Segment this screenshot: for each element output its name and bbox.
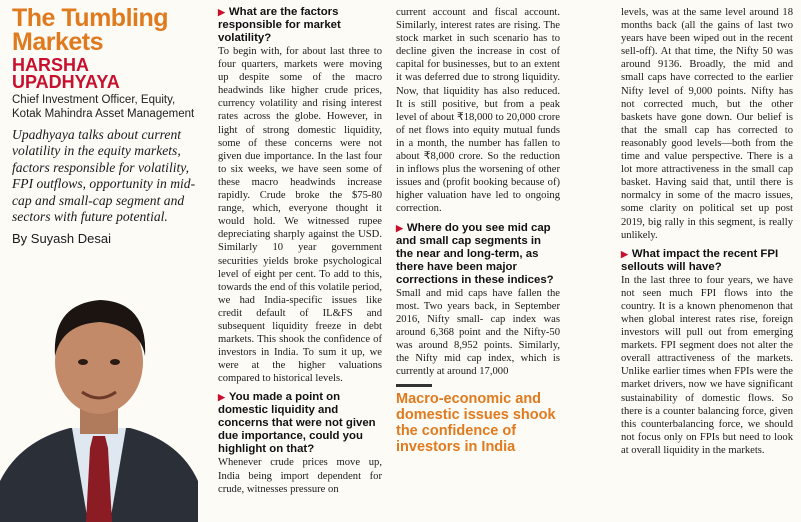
question: ▶ What are the factors responsible for market volatility?: [218, 6, 341, 44]
byline: By Suyash Desai: [12, 231, 111, 247]
qa-block: [621, 248, 793, 457]
question: ▶ You made a point on domestic liquidity and concerns that were not given due importance, could you highlight on that?: [218, 391, 376, 456]
headline: The Tumbling Markets: [12, 4, 169, 56]
arrow-icon: ▶: [396, 222, 403, 233]
qa-block: [396, 222, 560, 379]
answer: Small and mid caps have fallen the most. Two years back, in September 2016, Nifty small- cap index was around 6,368 point and the Nifty-50 was around 8,952 points. Similarly, the Nifty mid cap index, which is currently at around 17,000: [396, 287, 560, 378]
qa-column-3: [621, 6, 793, 457]
arrow-icon: ▶: [621, 248, 628, 259]
arrow-icon: ▶: [218, 392, 225, 403]
qa-column-2: [396, 6, 560, 455]
qa-column-1: [218, 6, 382, 496]
pull-quote-rule: [396, 384, 432, 387]
qa-block: [218, 391, 382, 495]
pull-quote: Macro-economic and domestic issues shook the confidence of investors in India: [396, 391, 556, 456]
answer: To begin with, for about last three to four quarters, markets were moving up despite some of the macro headwinds like higher crude prices, currency volatility and rising interest rates across the globe. However, in light of strong domestic liquidity, some of these concerns were not given due importance. In the last four to six weeks, we have seen some of these macro headwinds increase rapidly. Crude broke the $75-80 range, which, everyone thought it would hold. We witnessed rupee depreciating sharply against the USD. Similarly 10 year government securities yields broke psychological level of eight per cent. To add to this, towards the end of this volatile period, we had India-specific issues like credit default of IL&FS and subsequent liquidity freeze in debt markets. This shook the confidence of investors in India. To sum it up, we were at the higher valuations compared to historical levels.: [218, 46, 382, 385]
answer-continued: levels, was at the same level around 18 months back (all the gains of last two years have been wiped out in the recent sell-off). At that time, the Nifty 50 was around 9136. Broadly, the mid and small caps have corrected to the earlier Nifty level of 9,000 points. Nifty has not corrected much, but the other baskets have gone down. Our belief is that the small cap has corrected to reasonably good levels—both from the time and value perspective. There is a lot more attractiveness in the small cap basket. Having said that, until there is normalcy in some of the macro issues, some clarity on political set up post 2019, big rally in this segment, is really unlikely.: [621, 7, 793, 241]
question: ▶ What impact the recent FPI sellouts will have?: [621, 247, 779, 273]
portrait-photo: [0, 276, 198, 522]
question: ▶ Where do you see mid cap and small cap segments in the near and long-term, as there have been major corrections in these indices?: [396, 221, 554, 286]
intro-column: [12, 6, 202, 246]
answer-continued: current account and fiscal account. Similarly, interest rates are rising. The stock market in such scenario has to decline given the increase in cost of capital for businesses, but to an extent it was deferred due to strong liquidity. Now, that liquidity has also reduced. It is still positive, but from a peak level of about ₹18,000 to 20,000 crore of net flows into equity mutual funds in a month, the number has fallen to about ₹8,000 crore. So the reduction in inflows plus the worsening of other issues and (profit booking because of) higher valuation have led to ongoing correction.: [396, 7, 560, 215]
intro-text: Upadhyaya talks about current volatility in the equity markets, factors responsible for volatility, FPI outflows, opportunity in mid-cap and small-cap segment and sectors with future potential.: [12, 127, 196, 225]
arrow-icon: ▶: [218, 7, 225, 17]
answer: Whenever crude prices move up, India being import dependent for crude, witnesses pressure on: [218, 457, 382, 495]
qa-block: [218, 6, 382, 385]
interviewee-name: HARSHA UPADHYAYA: [12, 55, 120, 92]
answer: In the last three to four years, we have not seen much FPI flows into the country. It is a known phenomenon that when global interest rates rise, foreign investors will pull out from emerging markets. FPI segment does not alter the overall attractiveness of the markets. Unlike earlier times when FPIs were the market drivers, now we have significant sustainability of domestic flows. So there is a counter balancing force, given this counterbalancing force, we should not focus only on FPIs but need to look at overall liquidity in the markets.: [621, 274, 793, 456]
interviewee-role: Chief Investment Officer, Equity, Kotak Mahindra Asset Management: [12, 94, 195, 120]
